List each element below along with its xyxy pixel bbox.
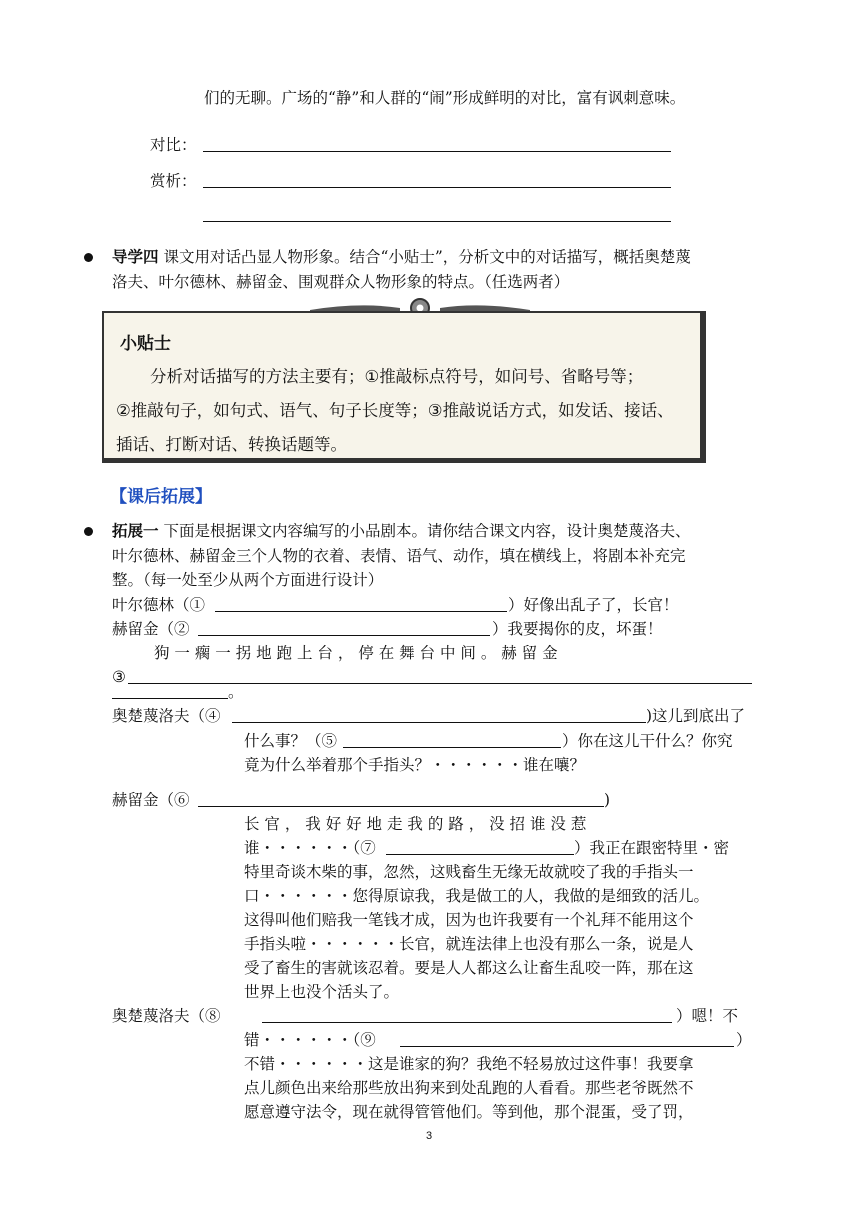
script-line-6-post: ）你在这儿干什么？你究 (562, 732, 733, 750)
bullet-icon (84, 527, 93, 536)
ext1-tag: 拓展一 (112, 521, 159, 540)
intro-line: 们的无聊。广场的“静”和人群的“闹”形成鲜明的对比，富有讽刺意味。 (204, 89, 686, 107)
ext1-line1 (112, 520, 690, 542)
script-line-16: 世界上也没个活头了。 (244, 983, 400, 1001)
guide4-tag: 导学四 (112, 247, 159, 266)
script-line-12: 口・・・・・・您得原谅我，我是做工的人，我做的是细致的活儿。 (244, 887, 710, 905)
guide4-text1: 课文用对话凸显人物形象。结合“小贴士”，分析文中的对话描写，概括奥楚蔑 (163, 248, 691, 266)
script-line-2-post: ）我要揭你的皮，坏蛋！ (492, 620, 663, 638)
ext1-line3: 整。（每一处至少从两个方面进行设计） (112, 571, 384, 589)
script-line-8-post: ) (604, 791, 611, 809)
blank-4[interactable] (232, 722, 646, 723)
script-line-6-pre: 什么事？（⑤ (244, 732, 338, 750)
appreciation-answer-line-2[interactable] (203, 221, 671, 222)
script-line-2-pre: 赫留金（② (112, 620, 190, 638)
blank-2[interactable] (198, 635, 490, 636)
blank-1[interactable] (215, 611, 507, 612)
blank-6[interactable] (198, 806, 604, 807)
ext1-line2: 叶尔德林、赫留金三个人物的衣着、表情、语气、动作，填在横线上，将剧本补充完 (112, 547, 686, 565)
script-line-17-post: ）嗯！不 (676, 1007, 739, 1025)
appreciation-answer-line-1[interactable] (203, 187, 671, 188)
script-line-5-post: )这儿到底出了 (646, 707, 746, 725)
script-line-20: 点儿颜色出来给那些放出狗来到处乱跑的人看看。那些老爷既然不 (244, 1079, 694, 1097)
tip-title: 小贴士 (120, 334, 171, 354)
script-line-1-pre: 叶尔德林（① (112, 596, 206, 614)
script-line-14: 手指头啦・・・・・・长官，就连法律上也没有那么一条，说是人 (244, 935, 694, 953)
ext1-text1: 下面是根据课文内容编写的小品剧本。请你结合课文内容，设计奥楚蔑洛夫、 (163, 522, 691, 540)
script-line-10-post: ）我正在跟密特里・密 (574, 839, 730, 857)
script-line-7: 竟为什么举着那个手指头？・・・・・・谁在嚷？ (244, 756, 586, 774)
script-line-3: 狗 一 瘸 一 拐 地 跑 上 台 ， 停 在 舞 台 中 间 。 赫 留 金 (154, 644, 558, 662)
appreciation-label: 赏析： (150, 172, 197, 190)
page-number: 3 (426, 1130, 433, 1142)
tip-line-3: 插话、打断对话、转换话题等。 (116, 435, 347, 454)
tip-line-1: 分析对话描写的方法主要有；①推敲标点符号，如问号、省略号等； (150, 367, 644, 386)
script-line-18-pre: 错・・・・・・（⑨ (244, 1031, 376, 1049)
script-line-18-post: ） (736, 1031, 752, 1049)
blank-5[interactable] (343, 747, 561, 748)
blank-7[interactable] (386, 854, 574, 855)
bullet-icon (84, 253, 93, 262)
script-line-11: 特里奇谈木柴的事，忽然，这贱畜生无缘无故就咬了我的手指头一 (244, 863, 694, 881)
script-line-17-pre: 奥楚蔑洛夫（⑧ (112, 1007, 221, 1025)
tip-box (102, 311, 706, 463)
script-line-8-pre: 赫留金（⑥ (112, 791, 190, 809)
script-line-10-pre: 谁・・・・・・（⑦ (244, 839, 376, 857)
blank-9[interactable] (400, 1046, 734, 1047)
blank-3-cont[interactable] (112, 698, 228, 699)
guide4-line2: 洛夫、叶尔德林、赫留金、围观群众人物形象的特点。（任选两者） (112, 273, 570, 291)
script-line-15: 受了畜生的害就该忍着。要是人人都这么让畜生乱咬一阵，那在这 (244, 959, 694, 977)
contrast-label: 对比： (150, 136, 197, 154)
script-line-19: 不错・・・・・・这是谁家的狗？我绝不轻易放过这件事！我要拿 (244, 1055, 694, 1073)
script-line-1-post: ）好像出乱子了，长官！ (508, 596, 679, 614)
script-line-4: 。 (228, 683, 244, 701)
tip-line-2: ②推敲句子，如句式、语气、句子长度等；③推敲说话方式，如发话、接话、 (116, 401, 674, 420)
section-title: 【课后拓展】 (110, 487, 212, 507)
script-line-13: 这得叫他们赔我一笔钱才成，因为也许我要有一个礼拜不能用这个 (244, 911, 694, 929)
script-line-5-pre: 奥楚蔑洛夫（④ (112, 707, 221, 725)
script-line-9: 长 官 ， 我 好 好 地 走 我 的 路 ， 没 招 谁 没 惹 (244, 815, 587, 833)
blank-3[interactable] (128, 683, 752, 684)
guide4-line1 (112, 246, 691, 268)
script-line-21: 愿意遵守法令，现在就得管管他们。等到他，那个混蛋，受了罚， (244, 1103, 694, 1121)
blank-8[interactable] (262, 1022, 672, 1023)
contrast-answer-line[interactable] (203, 151, 671, 152)
script-line-3b: ③ (112, 668, 126, 686)
